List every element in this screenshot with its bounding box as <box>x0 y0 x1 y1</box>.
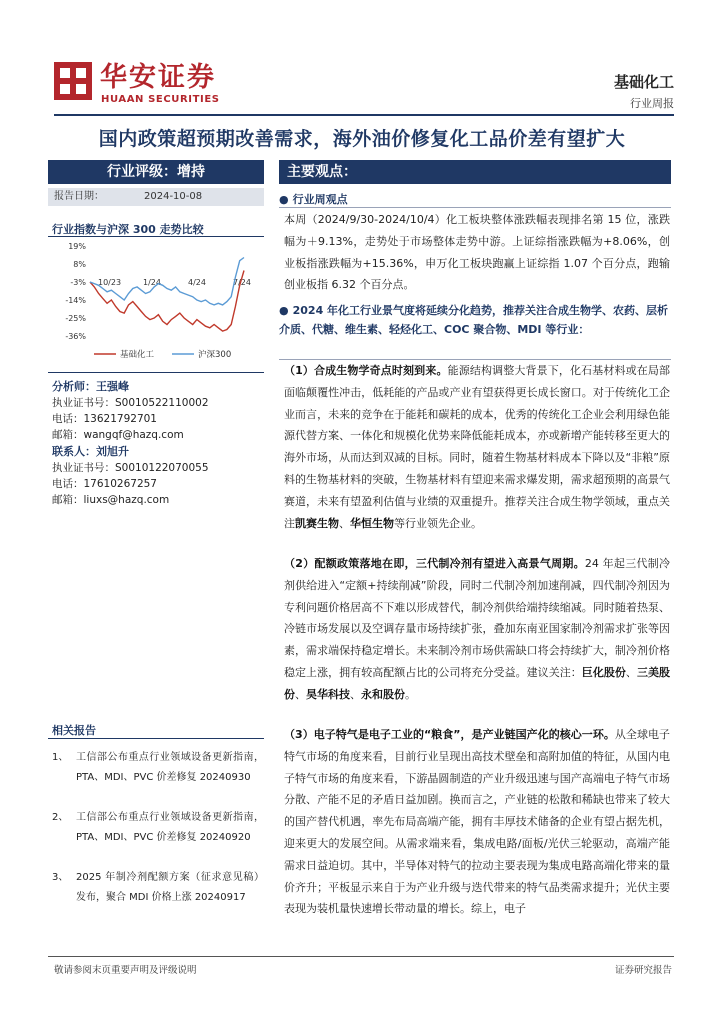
report-type: 行业周报 <box>630 97 674 110</box>
y-tick-label: -25% <box>65 314 86 323</box>
series-lines <box>90 258 244 332</box>
synbio-paragraph: （1）合成生物学奇点时刻到来。能源结构调整大背景下，化石基材料或在局部面临颠覆性冲击，低耗能的产品或产业有望获得更长成长窗口。对于传统化工企业而言，未来的竞争在于能耗和碳耗的成本，优秀的传统化工企业会利用绿色能源代替方案、一体化和规模化优势来降低能耗成本，亦或新增产能转移至更大的海外市场，从而达到双减的目标。同时，随着生物基材料成本下降以及“非粮”原料的生物基材料的突破，生物基材料有望迎来需求爆发期，需求超预期的高景气赛道，未来有望盈利估值与业绩的双重提升。推荐关注合成生物学领域，重点关注凯赛生物、华恒生物等行业领先企业。 <box>284 364 671 530</box>
logo-mark-icon <box>54 62 92 100</box>
x-tick-label: 4/24 <box>188 278 206 287</box>
weekly-view-text: 本周（2024/9/30-2024/10/4）化工板块整体涨跌幅表现排名第 15 位，涨跌幅为＋9.13%，走势处于市场整体走势中游。上证综指涨跌幅为+8.06%，创业板指涨跌幅为+15.36%，申万化工板块跑赢上证综指 1.07 个百分点，跑输创业板指 6.32 个百分点。 <box>284 213 670 292</box>
outlook-heading: ● 2024 年化工行业景气度将延续分化趋势，推荐关注合成生物学、农药、层析介质、代糖、维生素、轻烃化工、COC 聚合物、MDI 等行业： <box>279 304 669 336</box>
chart-title: 行业指数与沪深 300 走势比较 <box>52 223 204 236</box>
bullet-icon: ● <box>279 193 289 206</box>
x-tick-label: 7/24 <box>233 278 251 287</box>
logo-english-name: HUAAN SECURITIES <box>101 94 220 105</box>
company-logo <box>54 62 234 108</box>
y-tick-label: -36% <box>65 332 86 341</box>
refrigerant-paragraph: （2）配额政策落地在即，三代制冷剂有望进入高景气周期。24 年起三代制冷剂供给进入“定额+持续削减”阶段，同时二代制冷剂加速削减，四代制冷剂因为专利问题价格居高不下难以形成替代，制冷剂供给端持续缩减。同时随着热泵、冷链市场发展以及空调存量市场持续扩张，叠加东南亚国家制冷剂需求扩张等因素，需求端保持稳定增长。未来制冷剂市场供需缺口将会持续扩大，制冷剂价格稳定上涨，拥有较高配额占比的公司将充分受益。建议关注：巨化股份、三美股份、昊华科技、永和股份。 <box>284 557 671 701</box>
report-label: 证券研究报告 <box>614 965 672 976</box>
y-tick-label: -3% <box>70 278 86 287</box>
analyst-label: 分析师：王强峰 <box>52 380 129 393</box>
related-report-item[interactable]: 2、 工信部公布重点行业领域设备更新指南，PTA、MDI、PVC 价差修复 20240920 <box>52 812 264 843</box>
y-tick-label: 19% <box>68 242 86 251</box>
y-tick-label: -14% <box>65 296 86 305</box>
y-axis-ticks <box>65 242 86 341</box>
x-tick-label: 10/23 <box>98 278 122 287</box>
related-divider <box>48 738 264 739</box>
report-date-row <box>48 188 264 206</box>
report-date-value: 2024-10-08 <box>144 191 203 202</box>
y-tick-label: 8% <box>73 260 86 269</box>
section-underline <box>279 207 671 208</box>
analyst-email[interactable]: 邮箱：wangqf@hazq.com <box>52 429 184 441</box>
x-tick-label: 1/24 <box>143 278 161 287</box>
analyst-divider <box>48 372 264 373</box>
bullet-icon: ● <box>279 304 289 317</box>
related-report-item[interactable]: 3、 2025 年制冷剂配额方案（征求意见稿）发布，聚合 MDI 价格上涨 20240917 <box>52 872 264 903</box>
report-date-label: 报告日期： <box>54 191 104 202</box>
industry-category: 基础化工 <box>613 73 674 91</box>
contact-phone: 电话：17610267257 <box>52 478 157 490</box>
main-points-heading: 主要观点： <box>279 160 671 184</box>
contact-email[interactable]: 邮箱：liuxs@hazq.com <box>52 494 170 506</box>
header-divider <box>54 114 674 116</box>
footer-divider <box>48 956 674 957</box>
industry-rating: 行业评级：增持 <box>48 160 264 184</box>
index-comparison-chart <box>48 236 264 366</box>
disclaimer-note[interactable]: 敬请参阅末页重要声明及评级说明 <box>54 965 197 976</box>
chart-legend <box>94 349 231 360</box>
legend-label: 沪深300 <box>198 350 232 360</box>
legend-label: 基础化工 <box>120 350 155 360</box>
analyst-phone: 电话：13621792701 <box>52 413 157 425</box>
related-reports-title: 相关报告 <box>52 724 96 737</box>
x-axis-ticks <box>98 278 251 287</box>
logo-chinese-name: 华安证券 <box>100 62 216 93</box>
related-report-item[interactable]: 1、 工信部公布重点行业领域设备更新指南，PTA、MDI、PVC 价差修复 20240930 <box>52 752 264 783</box>
contact-cert: 执业证书号：S0010122070055 <box>52 462 209 474</box>
contact-label: 联系人：刘旭升 <box>52 445 129 458</box>
electronic-gas-paragraph: （3）电子特气是电子工业的“粮食”，是产业链国产化的核心一环。从全球电子特气市场的角度来看，目前行业呈现出高技术壁垒和高附加值的特征，从国内电子特气市场的角度来看，下游晶圆制造的产业升级迅速与国产高端电子特气市场分散、产能不足的矛盾日益加剧。换而言之，产业链的松散和稀缺也带来了较大的国产替代机遇，率先布局高端产能，拥有丰厚技术储备的企业有望占据先机，迎来更大的发展空间。从需求端来看，集成电路/面板/光伏三轮驱动，高端产能需求日益迫切。其中，半导体对特气的拉动主要表现为集成电路高端化带来的量价齐升；平板显示来自于为产业升级与迭代带来的特气品类需求提升；光伏主要表现为装机量快速增长带动量的增长。综上，电子 <box>284 728 670 916</box>
weekly-view-heading: ● 行业周观点 <box>279 193 348 206</box>
analyst-cert: 执业证书号：S0010522110002 <box>52 397 209 409</box>
report-title: 国内政策超预期改善需求，海外油价修复化工品价差有望扩大 <box>98 128 626 150</box>
